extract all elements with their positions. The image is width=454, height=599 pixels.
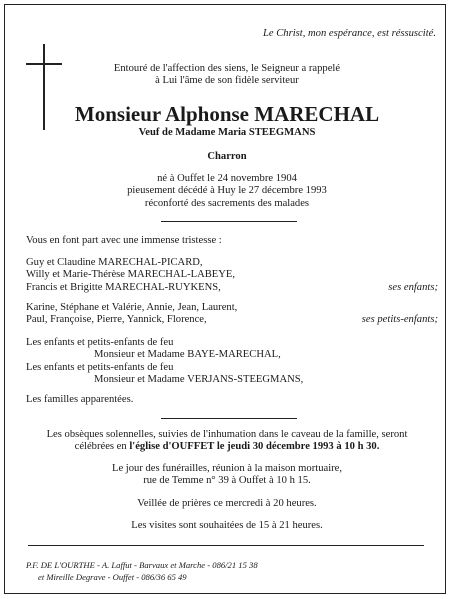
death-line: pieusement décédé à Huy le 27 décembre 1993 <box>127 185 327 197</box>
children-list <box>26 257 438 294</box>
late-line: Monsieur et Madame BAYE-MARECHAL, <box>94 349 281 361</box>
grandchildren-relation: ses petits-enfants; <box>361 314 438 326</box>
children-relation: ses enfants; <box>388 281 438 293</box>
child-line: Guy et Claudine MARECHAL-PICARD, <box>26 257 203 268</box>
biography <box>0 173 454 210</box>
deceased-name: Monsieur Alphonse MARECHAL <box>74 102 380 126</box>
widower-of: Veuf de Madame Maria STEEGMANS <box>138 127 316 138</box>
divider <box>161 221 297 222</box>
grandchild-line: Karine, Stéphane et Valérie, Annie, Jean, Laurent, <box>26 302 238 313</box>
service-church-date: l'église d'OUFFET le jeudi 30 décembre 1993 à 10 h 30. <box>129 441 380 453</box>
birth-line: né à Ouffet le 24 novembre 1904 <box>157 173 297 184</box>
service-line: Les obsèques solennelles, suivies de l'inhumation dans le caveau de la famille, seront <box>46 429 408 440</box>
footer-line: et Mireille Degrave - Ouffet - 086/36 65 49 <box>38 572 187 582</box>
service-text: célébrées en <box>74 441 130 453</box>
intro-text <box>0 63 454 88</box>
late-line: Monsieur et Madame VERJANS-STEEGMANS, <box>94 374 304 386</box>
meeting-line: rue de Temme n° 39 à Ouffet à 10 h 15. <box>143 475 311 487</box>
child-line-last <box>26 282 438 294</box>
late-line: Les enfants et petits-enfants de feu <box>26 337 174 348</box>
late-children-list <box>26 337 438 387</box>
grandchildren-list <box>26 302 438 327</box>
late-line: Les enfants et petits-enfants de feu <box>26 361 174 373</box>
funeral-service <box>18 429 436 454</box>
footer-divider <box>28 545 424 546</box>
footer-line: P.F. DE L'OURTHE - A. Laffut - Barvaux et Marche - 086/21 15 38 <box>26 560 258 570</box>
motto: Le Christ, mon espérance, est réssuscité. <box>262 28 436 39</box>
families-line: Les familles apparentées. <box>26 394 134 405</box>
grandchild-names: Paul, Françoise, Pierre, Yannick, Florence, <box>26 314 207 326</box>
footer <box>26 559 258 583</box>
child-line: Willy et Marie-Thérèse MARECHAL-LABEYE, <box>26 269 236 281</box>
sacraments-line: réconforté des sacrements des malades <box>144 197 310 209</box>
profession: Charron <box>207 151 247 162</box>
service-line <box>18 441 436 453</box>
vigil: Veillée de prières ce mercredi à 20 heures. <box>137 498 317 509</box>
intro-line: Entouré de l'affection des siens, le Seigneur a rappelé <box>113 63 341 74</box>
child-name: Francis et Brigitte MARECHAL-RUYKENS, <box>26 281 221 293</box>
funeral-meeting <box>0 463 454 488</box>
meeting-line: Le jour des funérailles, réunion à la maison mortuaire, <box>111 463 343 474</box>
intro-line: à Lui l'âme de son fidèle serviteur <box>155 75 299 87</box>
grandchild-line-last <box>26 314 438 326</box>
divider <box>161 418 297 419</box>
announcement: Vous en font part avec une immense tristesse : <box>26 235 222 246</box>
visits: Les visites sont souhaitées de 15 à 21 heures. <box>131 520 323 531</box>
